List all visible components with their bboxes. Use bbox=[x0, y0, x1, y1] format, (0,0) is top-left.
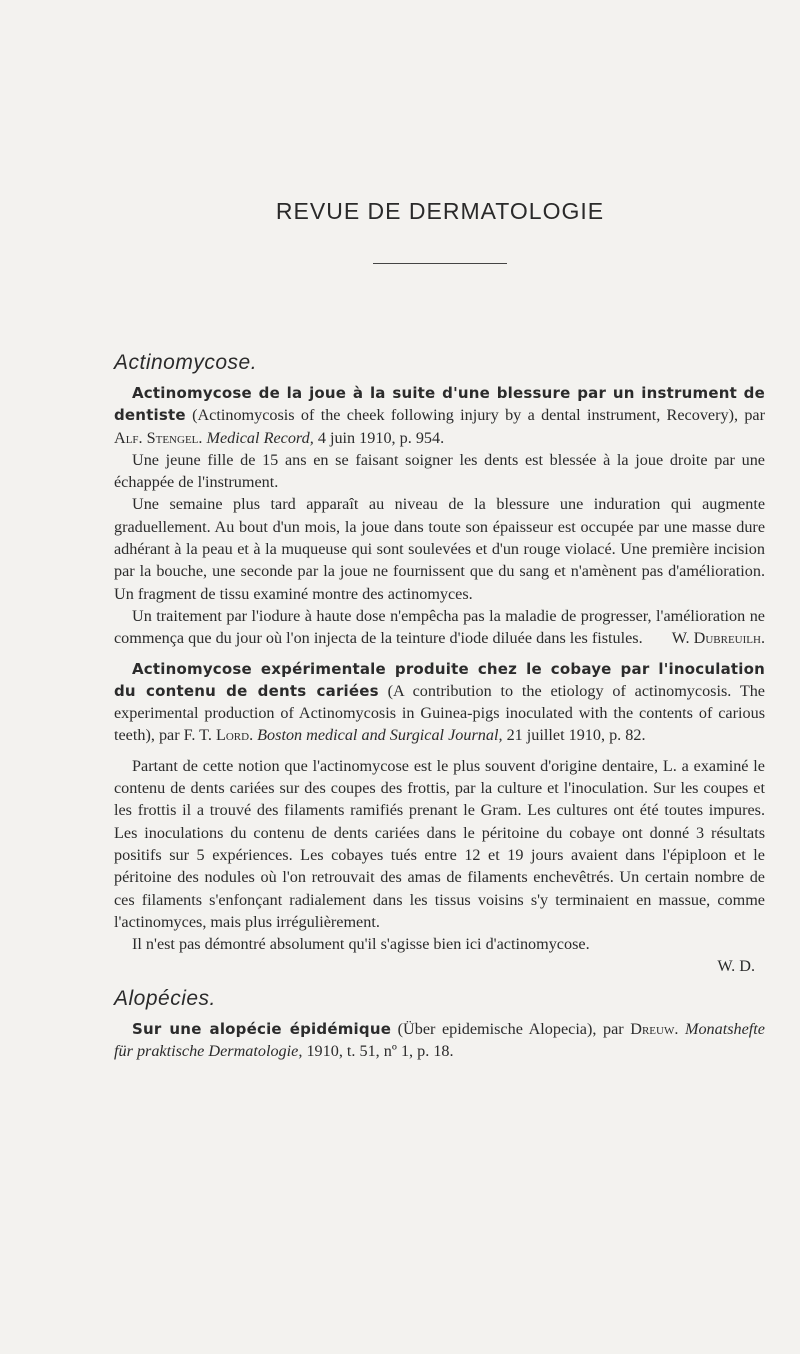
section-title-alopecies: Alopécies. bbox=[114, 986, 216, 1010]
citation-text: (Actinomycosis of the cheek following injury by a dental instrument, Recovery), par bbox=[185, 406, 765, 425]
header-rule bbox=[373, 263, 507, 264]
journal-name: Monatshefte für praktische Dermatologie, bbox=[114, 1019, 765, 1061]
citation-text: 4 juin 1910, p. 954. bbox=[313, 428, 445, 447]
author-name: Lord bbox=[215, 726, 250, 745]
section-title-actinomycose: Actinomycose. bbox=[114, 351, 258, 374]
article-title: Sur une alopécie épidémique bbox=[132, 1019, 392, 1038]
body-paragraph: Il n'est pas démontré absolument qu'il s'agisse bien ici d'actinomycose. bbox=[132, 935, 590, 954]
citation-text: 21 juillet 1910, p. 82. bbox=[502, 726, 646, 745]
article-heading-2 bbox=[114, 658, 765, 747]
article-title: Actinomycose de la joue à la suite d'une blessure par un instrument de dentiste bbox=[114, 384, 765, 425]
citation-text: . bbox=[249, 726, 258, 745]
body-paragraph: Partant de cette notion que l'actinomycose est le plus souvent d'origine dentaire, L. a examiné le contenu de dents cariées sur des coupes des frottis, par la culture et l'inoculation. Sur les coupes et les frottis il a trouvé des filaments ramifiés prenant le Gram. Les cultures ont été toutes impures. Les inoculations du contenu de dents cariées dans le péritoine du cobaye ont donné 3 résultats positifs sur 5 expériences. Les cobayes tués entre 12 et 19 jours avaient dans l'épiploon et le péritoine des nodules où l'on retrouvait des amas de filaments enchevêtrés. Un certain nombre de ces filaments s'enfonçant radialement dans les tissus voisins s'y terminaient en massue, comme l'actinomyces, mais plus irrégulièrement. bbox=[114, 756, 765, 931]
journal-name: Boston medical and Surgical Journal, bbox=[257, 726, 503, 745]
body-paragraph: Une jeune fille de 15 ans en se faisant soigner les dents est blessée à la joue droite par une échappée de l'instrument. bbox=[114, 450, 765, 492]
citation-text: 1910, t. 51, nº 1, p. 18. bbox=[302, 1042, 454, 1061]
author-name: Alf. Stengel bbox=[114, 428, 199, 447]
body-paragraph: Une semaine plus tard apparaît au niveau de la blessure une induration qui augmente graduellement. Au bout d'un mois, la joue dans toute son épaisseur est occupée par une masse dure adhérant à la peau et à la muqueuse qui sont soulevées et d'un rouge violacé. Une première incision par la bouche, une seconde par la joue ne fournissent que du sang et n'amènent pas d'amélioration. Un fragment de tissu examiné montre des actinomyces. bbox=[114, 495, 765, 603]
citation-text: (A contribution to the etiology of actinomycosis. The experimental production of Actinomycosis in Guinea-pigs inoculated with the contents of carious teeth), par F. T. bbox=[114, 681, 765, 745]
article-signature: W. D. bbox=[717, 957, 755, 976]
article-heading-3 bbox=[114, 1018, 765, 1063]
article-heading-1 bbox=[114, 382, 765, 449]
running-header: REVUE DE DERMATOLOGIE bbox=[275, 198, 605, 224]
body-paragraph bbox=[114, 605, 765, 650]
journal-name: Medical Record, bbox=[206, 428, 314, 447]
citation-text: . bbox=[198, 428, 207, 447]
citation-text: . bbox=[674, 1019, 685, 1038]
citation-text: (Über epidemische Alopecia), par bbox=[391, 1019, 631, 1038]
author-name: Dreuw bbox=[630, 1019, 675, 1038]
page-body bbox=[114, 350, 765, 1062]
article-title: Actinomycose expérimentale produite chez le cobaye par l'inoculation du contenu de dents cariées bbox=[114, 659, 765, 700]
body-paragraph-text: Un traitement par l'iodure à haute dose n'empêcha pas la maladie de progresser, l'amélioration ne commença que du jour où l'on injecta de la teinture d'iode diluée dans les fistules. bbox=[114, 606, 765, 648]
article-signature: W. Dubreuilh. bbox=[671, 629, 765, 648]
